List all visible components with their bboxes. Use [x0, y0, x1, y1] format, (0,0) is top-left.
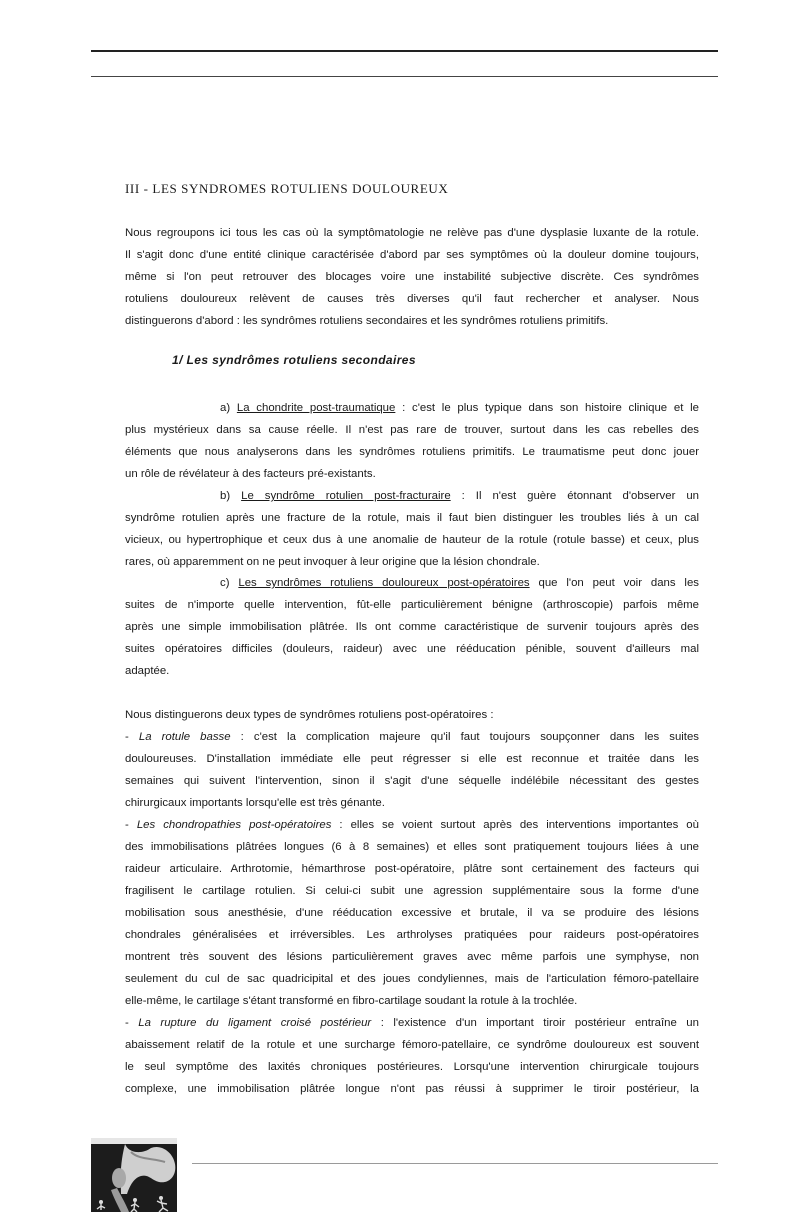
item-a-first-rest: : c'est le plus typique dans son histoire clinique et le [395, 402, 699, 414]
rotule-basse-line: semaines qui suivent l'intervention, sinon il s'agit d'une séquelle indélébile nécessitant des gestes [125, 775, 699, 787]
header-rule-bottom [91, 76, 718, 77]
item-c-term: Les syndrômes rotuliens douloureux post-opératoires [238, 577, 530, 589]
rupture-line: le seul symptôme des laxités chroniques postérieures. Lorsqu'une intervention chirurgicale toujours [125, 1061, 699, 1073]
intro-line: Il s'agit donc d'une entité clinique caractérisée d'abord par ses symptômes où la douleur domine toujours, [125, 249, 699, 261]
chondropathies-first-line [125, 814, 699, 836]
item-c-first-line [220, 572, 699, 594]
item-c-line: adaptée. [125, 665, 170, 677]
item-a-line: un rôle de révélateur à des facteurs pré-existants. [125, 468, 376, 480]
item-b-first-rest: : Il n'est guère étonnant d'observer un [450, 490, 700, 502]
rupture-line: complexe, une immobilisation plâtrée longue n'ont pas réussi à supprimer le tiroir postérieur, la [125, 1083, 699, 1095]
intro-line: même si l'on peut retrouver des blocages voire une instabilité subjective discrète. Ces syndrômes [125, 271, 699, 283]
item-b-line: vicieux, ou hypertrophique et ceux dus à une anomalie de hauteur de la rotule (rotule basse) et ceux, plus [125, 534, 699, 546]
subsection-heading: 1/ Les syndrômes rotuliens secondaires [172, 353, 416, 367]
intro-line: rotuliens douloureux relèvent de causes très diverses qu'il faut rechercher et analyser. Nous [125, 293, 699, 305]
chondropathies-line: mobilisation sous anesthésie, d'une rééducation excessive et brutale, il va se produire des lésions [125, 907, 699, 919]
item-b-term: Le syndrôme rotulien post-fracturaire [241, 490, 451, 502]
knee-xray-icon [91, 1138, 177, 1212]
item-a-prefix: a) [220, 402, 237, 414]
header-rule-top [91, 50, 718, 52]
item-b-first-line [220, 485, 699, 507]
item-c-line: suites opératoires difficiles (douleurs, raideur) avec une rééducation pénible, souvent d'ailleurs mal [125, 643, 699, 655]
intro-line: Nous regroupons ici tous les cas où la symptômatologie ne relève pas d'une dysplasie luxante de la rotule. [125, 227, 699, 239]
item-c-prefix: c) [220, 577, 239, 589]
item-c-first-rest: que l'on peut voir dans les [529, 577, 699, 589]
rupture-first-rest: : l'existence d'un important tiroir postérieur entraîne un [371, 1017, 699, 1029]
rotule-basse-first-rest: : c'est la complication majeure qu'il faut toujours soupçonner dans les suites [230, 731, 700, 743]
chondropathies-first-rest: : elles se voient surtout après des interventions importantes où [331, 819, 699, 831]
chondropathies-line: elle-même, le cartilage s'étant transformé en fibro-cartilage soudant la rotule à la trochlée. [125, 995, 578, 1007]
item-b-line: rares, où apparemment on ne peut invoquer à leur origine que la lésion chondrale. [125, 556, 540, 568]
rupture-line: abaissement relatif de la rotule et une surcharge fémoro-patellaire, ce syndrôme douloureux est souvent [125, 1039, 699, 1051]
rotule-basse-first-line [125, 726, 699, 748]
item-b-prefix: b) [220, 490, 242, 502]
chondropathies-line: chondrales généralisées et irréversibles. Les arthrolyses pratiquées pour raideurs post-opératoires [125, 929, 699, 941]
rupture-term: La rupture du ligament croisé postérieur [138, 1017, 372, 1029]
item-c-line: après une simple immobilisation plâtrée. Ils ont comme caractéristique de survenir toujours après des [125, 621, 699, 633]
footer-rule [192, 1163, 718, 1164]
item-a-line: plus mystérieux dans sa cause réelle. Il n'est pas rare de trouver, surtout dans les cas rebelles des [125, 424, 699, 436]
chondropathies-line: montrent très souvent des lésions particulièrement graves avec même parfois une symphyse, non [125, 951, 699, 963]
chondropathies-dash: - [125, 819, 137, 831]
rotule-basse-term: La rotule basse [138, 731, 231, 743]
rupture-first-line [125, 1012, 699, 1034]
item-a-first-line [220, 397, 699, 419]
item-a-term: La chondrite post-traumatique [236, 402, 396, 414]
rupture-dash: - [125, 1017, 139, 1029]
rotule-basse-dash: - [125, 731, 139, 743]
intro-line: distinguerons d'abord : les syndrômes rotuliens secondaires et les syndrômes rotuliens primitifs. [125, 315, 609, 327]
item-c-line: suites de n'importe quelle intervention, fût-elle particulièrement bénigne (arthroscopie) parfois même [125, 599, 699, 611]
section-heading: III - LES SYNDROMES ROTULIENS DOULOUREUX [125, 181, 449, 196]
chondropathies-line: seulement du cul de sac quadricipital et des joues condyliennes, mais de l'articulation fémoro-patellaire [125, 973, 699, 985]
item-b-line: syndrôme rotulien après une fracture de la rotule, mais il faut bien distinguer les troubles liés à un cal [125, 512, 699, 524]
chondropathies-line: raideur articulaire. Arthrotomie, hémarthrose post-opératoire, plâtre sont certainement des facteurs qui [125, 863, 699, 875]
types-intro: Nous distinguerons deux types de syndrômes rotuliens post-opératoires : [125, 709, 494, 721]
chondropathies-term: Les chondropathies post-opératoires [136, 819, 332, 831]
knee-xray-thumbnail [91, 1138, 177, 1212]
rotule-basse-line: douloureuses. D'installation immédiate elle peut régresser si elle est reconnue et traitée dans les [125, 753, 699, 765]
chondropathies-line: des immobilisations plâtrées longues (6 à 8 semaines) et elles sont pratiquement toujours liées à une [125, 841, 699, 853]
chondropathies-line: fragilisent le cartilage rotulien. Si celui-ci subit une agression supplémentaire sous la forme d'une [125, 885, 699, 897]
rotule-basse-line: chirurgicaux importants lorsqu'elle est très génante. [125, 797, 385, 809]
item-a-line: éléments que nous analyserons dans les syndrômes rotuliens primitifs. Le traumatisme peut donc jouer [125, 446, 699, 458]
